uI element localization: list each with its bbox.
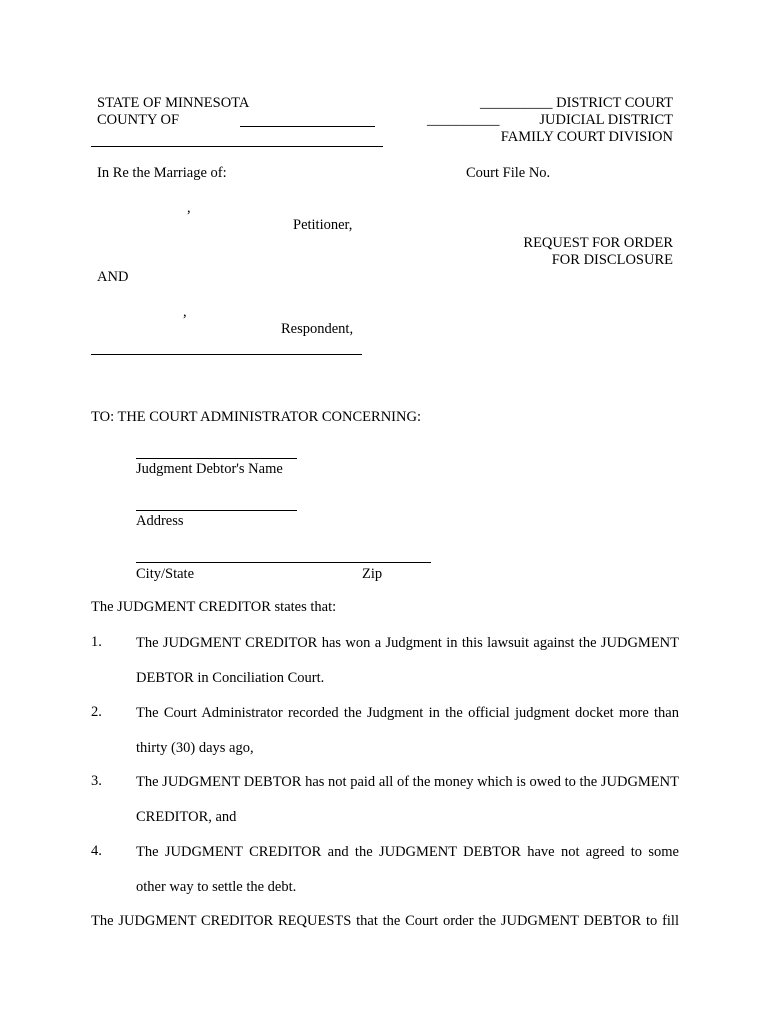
and-label: AND: [97, 269, 129, 285]
item-number: 4.: [91, 843, 102, 859]
list-item: The JUDGMENT DEBTOR has not paid all of the money which is owed to the JUDGMENT CREDITOR, and: [136, 774, 679, 825]
court-file-label: Court File No.: [466, 165, 551, 181]
list-item: The JUDGMENT CREDITOR has won a Judgment in this lawsuit against the JUDGMENT DEBTOR in Conciliation Court.: [136, 635, 679, 686]
document-title-line2: FOR DISCLOSURE: [551, 252, 673, 268]
caption-divider-left: [91, 146, 383, 147]
debtor-city-state-label: City/State: [136, 566, 194, 582]
item-number: 2.: [91, 704, 102, 720]
family-court-division: FAMILY COURT DIVISION: [500, 129, 673, 145]
to-line: TO: THE COURT ADMINISTRATOR CONCERNING:: [91, 409, 421, 425]
debtor-city-line[interactable]: [136, 562, 431, 563]
respondent-label: Respondent,: [281, 321, 354, 337]
closing-request: The JUDGMENT CREDITOR REQUESTS that the Court order the JUDGMENT DEBTOR to fill: [91, 913, 679, 929]
caption-divider-bottom: [91, 354, 362, 355]
states-intro: The JUDGMENT CREDITOR states that:: [91, 599, 337, 615]
petitioner-name-comma: ,: [187, 200, 191, 216]
debtor-address-line[interactable]: [136, 510, 297, 511]
item-number: 3.: [91, 773, 102, 789]
judicial-district-label: JUDICIAL DISTRICT: [539, 112, 673, 128]
state-name: STATE OF MINNESOTA: [97, 95, 250, 111]
judicial-district-blank: __________: [427, 112, 500, 128]
item-number: 1.: [91, 634, 102, 650]
in-re-label: In Re the Marriage of:: [97, 165, 227, 181]
debtor-address-label: Address: [136, 513, 184, 529]
district-court-label: __________ DISTRICT COURT: [479, 95, 673, 111]
list-item: The Court Administrator recorded the Judgment in the official judgment docket more than thirty (30) days ago,: [136, 705, 679, 756]
list-item: The JUDGMENT CREDITOR and the JUDGMENT DEBTOR have not agreed to some other way to settle the debt.: [136, 844, 679, 895]
debtor-zip-label: Zip: [362, 566, 383, 582]
debtor-name-line[interactable]: [136, 458, 297, 459]
debtor-name-label: Judgment Debtor's Name: [136, 461, 283, 477]
county-label: COUNTY OF: [97, 112, 180, 128]
county-blank-line[interactable]: [240, 126, 375, 127]
respondent-name-comma: ,: [183, 304, 187, 320]
petitioner-label: Petitioner,: [293, 217, 353, 233]
document-title-line1: REQUEST FOR ORDER: [523, 235, 673, 251]
